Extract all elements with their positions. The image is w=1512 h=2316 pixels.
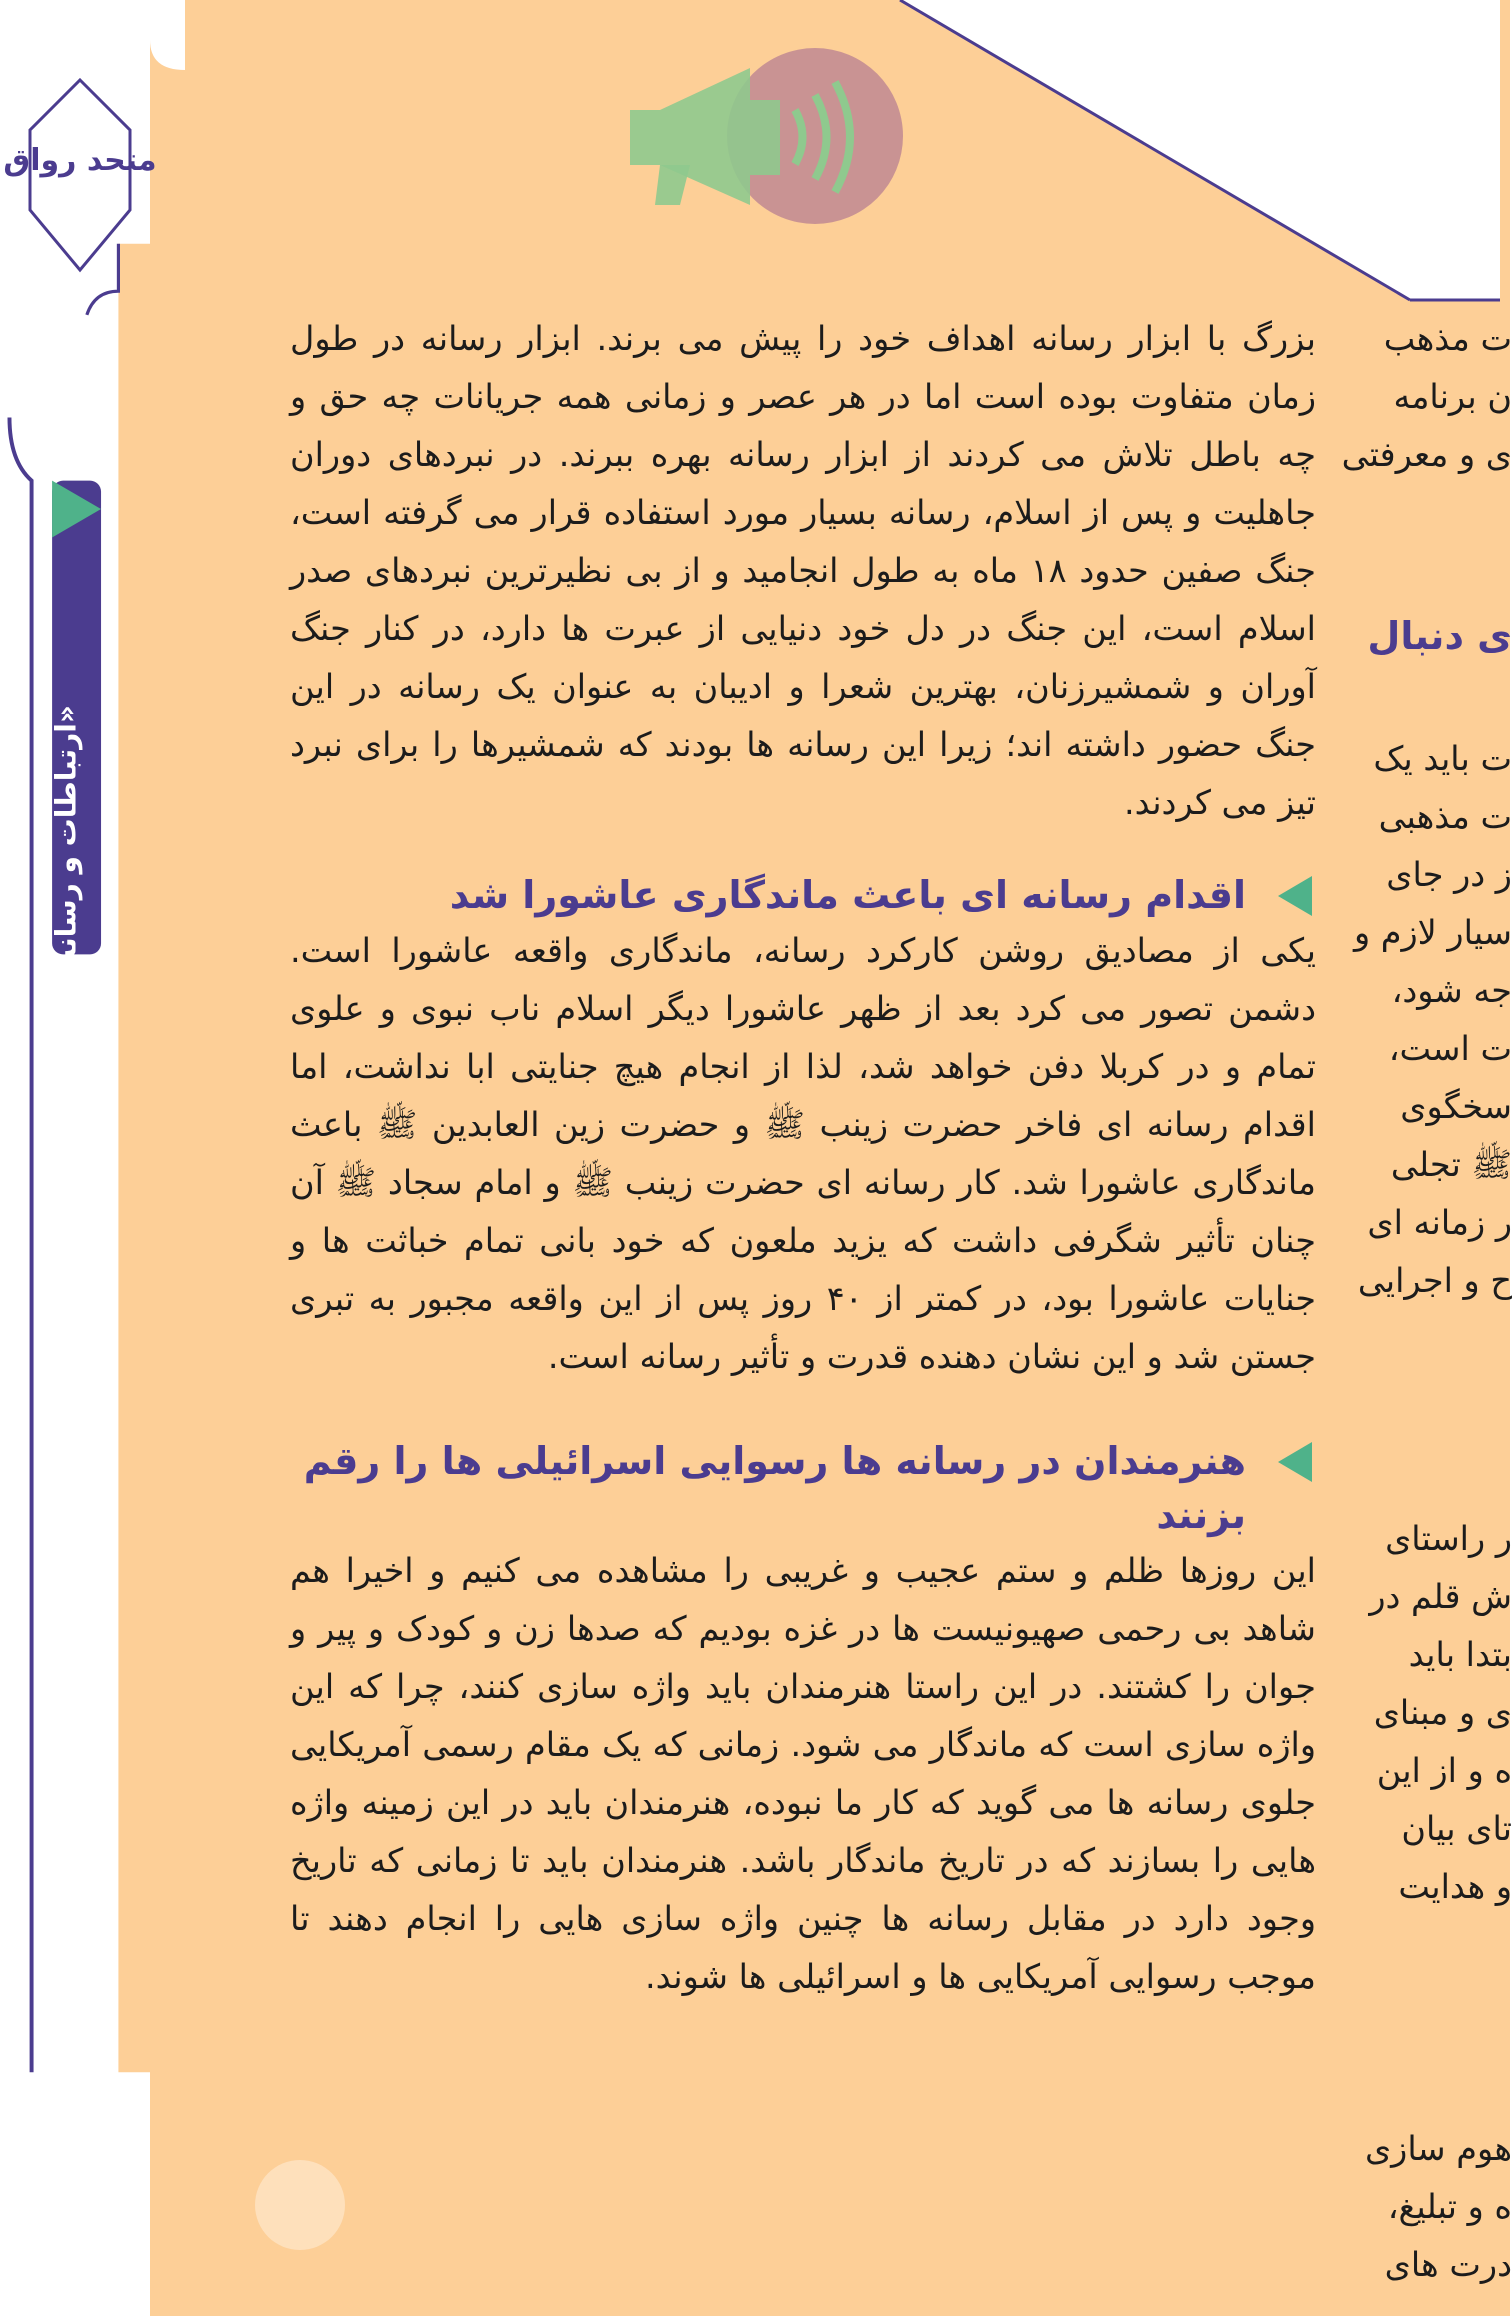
right-fragment: جه شود،: [1391, 971, 1512, 1010]
right-fragment: ه و از این: [1376, 1751, 1512, 1790]
right-fragment: ر راستای: [1385, 1519, 1512, 1558]
right-fragment: ه و تبلیغ،: [1387, 2187, 1512, 2226]
right-fragment: ی و معرفتی: [1341, 435, 1512, 474]
main-column: [290, 310, 1316, 2006]
right-fragment: ت باید یک: [1373, 739, 1512, 778]
logo-text: متحد رواق: [3, 143, 157, 178]
triangle-bullet-icon: [1278, 876, 1312, 916]
triangle-bullet-icon: [1278, 1442, 1312, 1482]
intro-paragraph: بزرگ با ابزار رسانه اهداف خود را پیش می برند. ابزار رسانه در طول زمان متفاوت بوده است اما در هر عصر و زمانی همه جریانات چه حق و چه باطل تلاش می کردند از ابزار رسانه بهره ببرند. در نبردهای دوران جاهلیت و پس از اسلام، رسانه بسیار مورد استفاده قرار می گرفته است، جنگ صفین حدود ۱۸ ماه به طول انجامید و از بی نظیرترین نبردهای صدر اسلام است، این جنگ در دل خود دنیایی از عبرت ها دارد، در کنار جنگ آوران و شمشیرزنان، بهترین شعرا و ادیبان به عنوان یک رسانه در این جنگ حضور داشته اند؛ زیرا این رسانه ها بودند که شمشیرها را برای نبرد تیز می کردند.: [290, 319, 1316, 822]
megaphone-icon: [620, 40, 920, 240]
right-fragment: ر زمانه ای: [1367, 1203, 1512, 1242]
section2-heading: [290, 1434, 1316, 1542]
right-fragment: و هدایت: [1398, 1867, 1512, 1906]
right-fragment: بتدا باید: [1408, 1635, 1512, 1674]
right-fragment: تای بیان: [1401, 1809, 1512, 1848]
right-heading-fragment: ی دنبال: [1367, 614, 1512, 658]
right-fragment: ش قلم در: [1369, 1577, 1512, 1616]
section1-heading: [290, 868, 1316, 922]
watermark-emblem: [250, 2155, 350, 2255]
right-fragment: سخگوی: [1400, 1087, 1512, 1126]
right-fragment: ز در جای: [1386, 855, 1512, 894]
right-fragment: ت مذهبی: [1378, 797, 1512, 836]
right-fragment: ﷺ تجلی: [1390, 1145, 1512, 1184]
right-fragment: ح و اجرایی: [1357, 1261, 1512, 1300]
section1-paragraph: یکی از مصادیق روشن کارکرد رسانه، ماندگاری واقعه عاشورا است. دشمن تصور می کرد بعد از ظهر عاشورا دیگر اسلام ناب نبوی و علوی تمام و در کربلا دفن خواهد شد، لذا از انجام هیچ جنایتی ابا نداشت، اما اقدام رسانه ای فاخر حضرت زینب ﷺ و حضرت زین العابدین ﷺ باعث ماندگاری عاشورا شد. کار رسانه ای حضرت زینب ﷺ و امام سجاد ﷺ آن چنان تأثیر شگرفی داشت که یزید ملعون که خود بانی تمام خباثت ها و جنایات عاشورا بود، در کمتر از ۴۰ روز پس از این واقعه مجبور به تبری جستن شد و این نشان دهنده قدرت و تأثیر رسانه است.: [290, 931, 1317, 1376]
section2-heading-text: هنرمندان در رسانه ها رسوایی اسرائیلی ها را رقم بزنند: [303, 1439, 1246, 1537]
right-fragment: ی و مبنای: [1373, 1693, 1512, 1732]
section2-paragraph: این روزها ظلم و ستم عجیب و غریبی را مشاهده می کنیم و اخیرا هم شاهد بی رحمی صهیونیست ها در غزه بودیم که صدها زن و کودک و پیر و جوان را کشتند. در این راستا هنرمندان باید واژه سازی کنند، چرا که این واژه سازی است که ماندگار می شود. زمانی که یک مقام رسمی آمریکایی جلوی رسانه ها می گوید که کار ما نبوده، هنرمندان باید در این زمینه واژه هایی را بسازند که در تاریخ ماندگار باشد. هنرمندان باید تا زمانی که تاریخ وجود دارد در مقابل رسانه ها چنین واژه سازی هایی را انجام دهند تا موجب رسوایی آمریکایی ها و اسرائیلی ها شوند.: [290, 1551, 1316, 1996]
right-fragment: هوم سازی: [1364, 2129, 1512, 2168]
right-fragment: درت های: [1384, 2245, 1512, 2284]
right-fragment: ت مذهب: [1383, 319, 1512, 358]
sidebar-tagline: «ارتباطات و رسانه در آستان قدس رضوی»: [49, 705, 83, 1295]
right-fragment: سیار لازم و: [1353, 913, 1512, 952]
logo: [3, 70, 157, 290]
right-fragment: ت است،: [1388, 1029, 1512, 1068]
right-fragment: ن برنامه: [1393, 377, 1512, 416]
section1-heading-text: اقدام رسانه ای باعث ماندگاری عاشورا شد: [449, 873, 1246, 917]
